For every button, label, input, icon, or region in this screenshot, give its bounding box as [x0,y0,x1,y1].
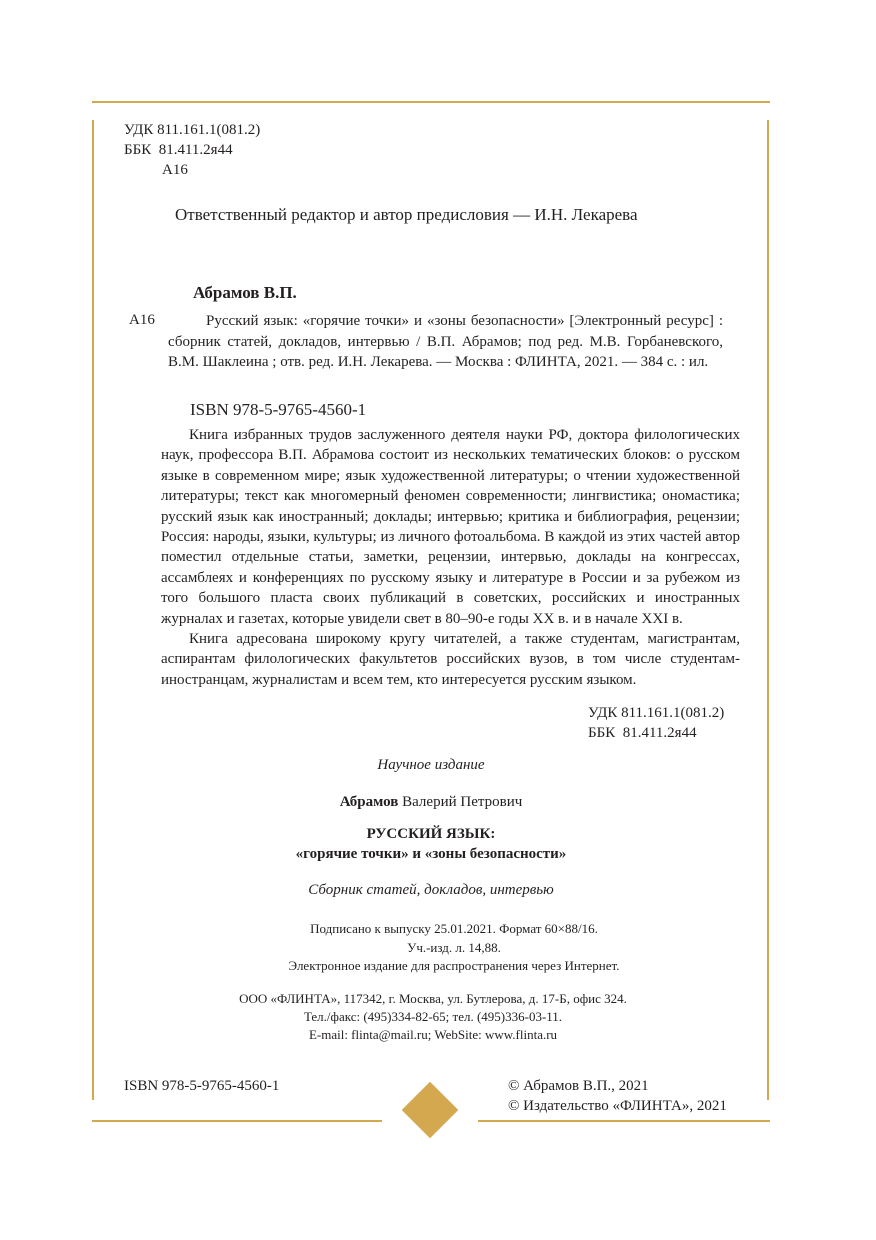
publisher-contacts: E-mail: flinta@mail.ru; WebSite: www.flinta.ru [308,1027,558,1042]
abstract-udk: УДК 811.161.1(081.2) [588,705,725,721]
edition-type: Научное издание [377,757,485,773]
top-rule [92,101,770,103]
copyright-author: © Абрамов В.П., 2021 [508,1078,649,1094]
record-description: Русский язык: «горячие точки» и «зоны безопасности» [Электронный ресурс] : сборник статей, докладов, интервью / В.П. Абрамов; под ред. М.В. Горбаневского, В.М. Шаклеина ; отв. ред. И.Н. Лекарева. — Москва : ФЛИНТА, 2021. — 384 с. : ил. [168,313,723,370]
abstract-paragraph-1: Книга избранных трудов заслуженного деятеля науки РФ, доктора филологических наук, профессора В.П. Абрамова состоит из нескольких тематических блоков: о русском языке в современном мире; язык художественной литературы; о чтении художественной литературы; текст как многомерный феномен современности; лингвистика; ономастика; русский язык как иностранный; доклады; интервью; критика и библиография, рецензии; Россия: народы, языки, культуры; из личного фотоальбома. В каждой из этих частей автор поместил отдельные статьи, заметки, рецензии, интервью, доклады на конгрессах, ассамблеях и конференциях по русскому языку и литературе в России и за рубежом из того большого пласта своих публикаций в советских, российских и иностранных журналах и газетах, которые увидели свет в 80–90-е годы XX в. и в начале XXI в. [161,427,740,627]
header-author-mark: А16 [162,162,188,178]
author-heading: Абрамов В.П. [193,283,297,302]
imprint-author-surname: Абрамов [339,794,399,810]
imprint-volume: Уч.-изд. л. 14,88. [407,940,501,955]
publisher-address: ООО «ФЛИНТА», 117342, г. Москва, ул. Бутлерова, д. 17-Б, офис 324. [239,991,627,1006]
footer-isbn: ISBN 978-5-9765-4560-1 [124,1078,280,1094]
abstract [161,425,740,690]
abstract-bbk: ББК 81.411.2я44 [588,725,697,741]
copyright-publisher: © Издательство «ФЛИНТА», 2021 [508,1098,727,1114]
record-mark: А16 [129,312,155,328]
bottom-rule-left [92,1120,382,1122]
imprint-genre: Сборник статей, докладов, интервью [308,882,554,898]
header-bbk: ББК 81.411.2я44 [124,142,233,158]
imprint-subtitle: «горячие точки» и «зоны безопасности» [295,846,567,862]
responsible-editor: Ответственный редактор и автор предисловия — И.Н. Лекарева [175,205,638,224]
abstract-paragraph-2: Книга адресована широкому кругу читателей, а также студентам, магистрантам, аспирантам филологических факультетов российских вузов, в том числе студентам-иностранцам, журналистам и всем тем, кто интересуется русским языком. [161,631,740,688]
diamond-ornament [402,1082,459,1139]
imprint-distribution: Электронное издание для распространения через Интернет. [288,958,620,973]
imprint-signed: Подписано к выпуску 25.01.2021. Формат 60×88/16. [310,921,598,936]
imprint-author-given: Валерий Петрович [402,794,523,810]
imprint-author [0,794,862,811]
bottom-rule-right [478,1120,770,1122]
record-isbn: ISBN 978-5-9765-4560-1 [190,400,367,419]
header-udk: УДК 811.161.1(081.2) [124,122,261,138]
publisher-phone: Тел./факс: (495)334-82-65; тел. (495)336-03-11. [303,1009,563,1024]
imprint-title: РУССКИЙ ЯЗЫК: [366,826,496,842]
